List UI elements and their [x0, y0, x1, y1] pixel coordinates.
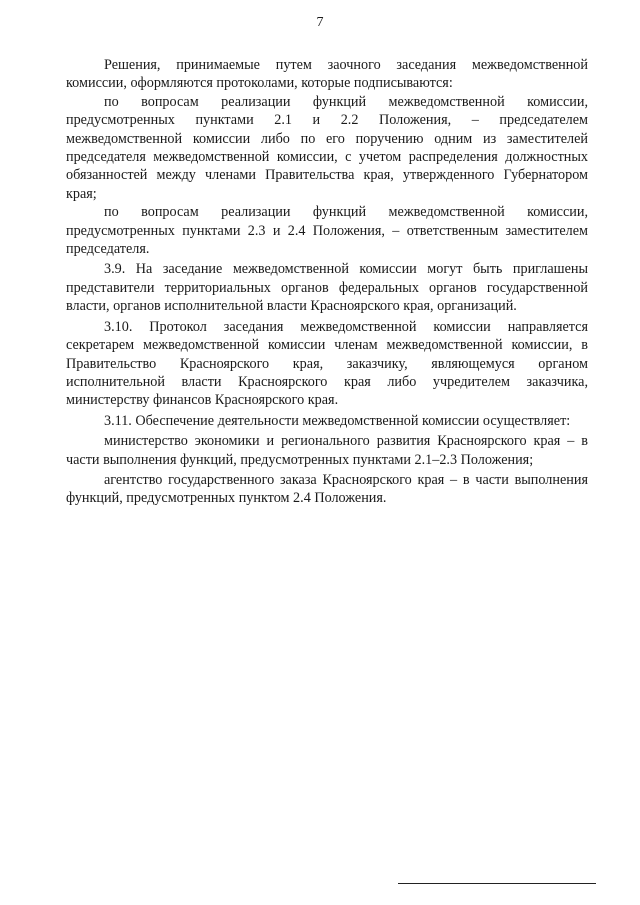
paragraph-agency-procurement: агентство государственного заказа Красноярского края – в части выполнения функций, предусмотренных пунктом 2.4 Положения. [66, 471, 588, 507]
paragraph-resolutions: Решения, принимаемые путем заочного заседания межведомственной комиссии, оформляются протоколами, которые подписываются: [66, 57, 588, 92]
paragraph-3-10: 3.10. Протокол заседания межведомственной комиссии направляется секретарем межведомственной комиссии членам межведомственной комиссии, в Правительство Красноярского края, заказчику, являющемуся органом исполнительной власти Красноярского края либо учредителем заказчика, министерству финансов Красноярского края. [66, 318, 588, 409]
paragraph-ministry-economy: министерство экономики и регионального развития Красноярского края – в части выполнения функций, предусмотренных пунктами 2.1–2.3 Положения; [66, 433, 588, 468]
paragraph-3-9: 3.9. На заседание межведомственной комиссии могут быть приглашены представители территориальных органов федеральных органов государственной власти, органов исполнительной власти Красноярского края, организаций. [66, 261, 588, 315]
paragraph-3-11: 3.11. Обеспечение деятельности межведомственной комиссии осуществляет: [104, 412, 571, 429]
page-number: 7 [316, 15, 324, 30]
document-body [66, 56, 588, 508]
paragraph-functions-2-1-2-2: по вопросам реализации функций межведомственной комиссии, предусмотренных пунктами 2.1 и 2.2 Положения, – председателем межведомственной комиссии либо по его поручению одним из заместителей председателя межведомственной комиссии, с учетом распределения должностных обязанностей между членами Правительства края, утвержденного Губернатором края; [66, 93, 588, 202]
footer-rule [398, 883, 596, 884]
paragraph-functions-2-3-2-4: по вопросам реализации функций межведомственной комиссии, предусмотренных пунктами 2.3 и 2.4 Положения, – ответственным заместителем председателя. [66, 204, 588, 258]
